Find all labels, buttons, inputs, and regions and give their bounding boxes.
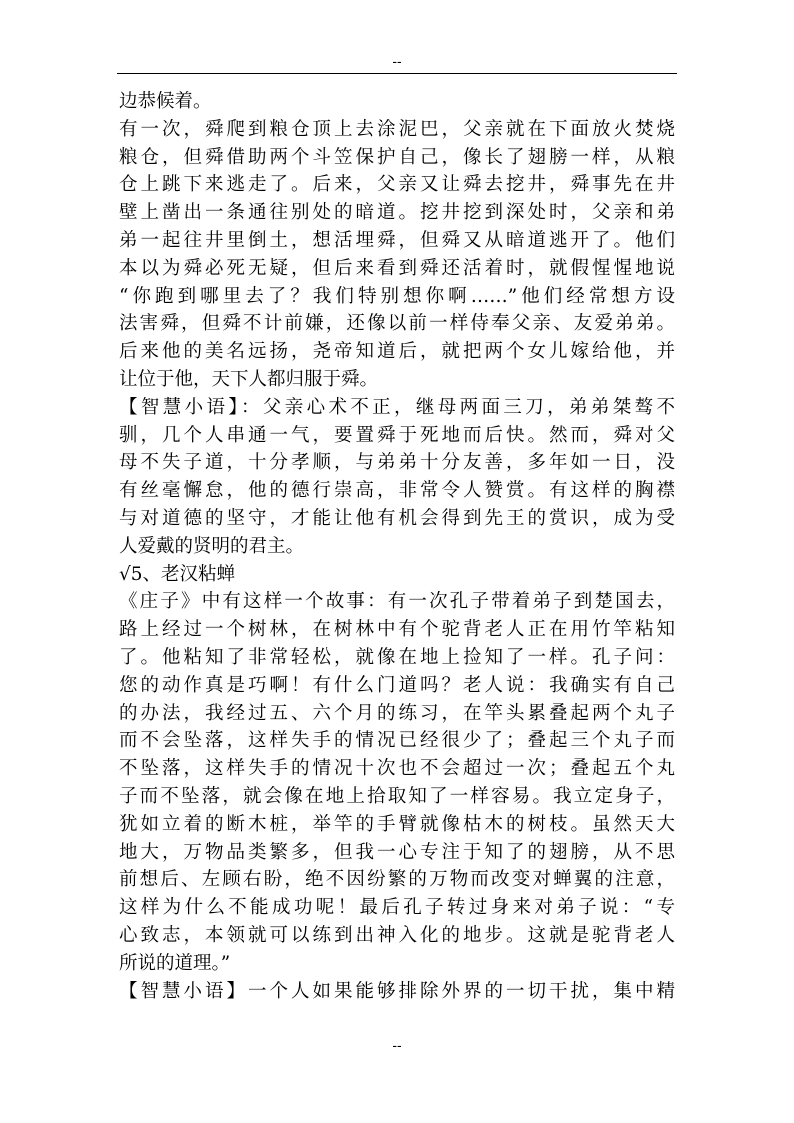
text-line: 而不会坠落，这样失手的情况已经很少了；叠起三个丸子而 <box>119 730 675 752</box>
text-line: 这样为什么不能成功呢！最后孔子转过身来对弟子说：“专 <box>119 897 675 919</box>
text-line: 有丝毫懈怠，他的德行崇高，非常令人赞赏。有这样的胸襟 <box>119 480 675 502</box>
text-line: 让位于他，天下人都归服于舜。 <box>119 368 379 390</box>
text-line: 您的动作真是巧啊！有什么门道吗？老人说：我确实有自己 <box>119 674 675 696</box>
text-line: 本以为舜必死无疑，但后来看到舜还活着时，就假惺惺地说 <box>119 257 675 279</box>
text-line: 法害舜，但舜不计前嫌，还像以前一样侍奉父亲、友爱弟弟。 <box>119 313 675 335</box>
text-line: 前想后、左顾右盼，绝不因纷繁的万物而改变对蝉翼的注意， <box>119 869 675 891</box>
text-line: 母不失子道，十分孝顺，与弟弟十分友善，多年如一日，没 <box>119 452 675 474</box>
text-line: 所说的道理。” <box>119 952 231 974</box>
page-header-mark: -- <box>392 53 402 69</box>
text-line: 后来他的美名远扬，尧帝知道后，就把两个女儿嫁给他，并 <box>119 341 675 363</box>
text-line: 弟一起往井里倒土，想活埋舜，但舜又从暗道逃开了。他们 <box>119 229 675 251</box>
text-line: 路上经过一个树林，在树林中有个驼背老人正在用竹竿粘知 <box>119 619 675 641</box>
text-line: 的办法，我经过五、六个月的练习，在竿头累叠起两个丸子 <box>119 702 675 724</box>
text-line: 人爱戴的贤明的君主。 <box>119 535 305 557</box>
document-body <box>119 88 675 1005</box>
section-heading: √5、老汉粘蝉 <box>119 563 236 585</box>
text-line: 心致志，本领就可以练到出神入化的地步。这就是驼背老人 <box>119 924 675 946</box>
text-line: 有一次，舜爬到粮仓顶上去涂泥巴，父亲就在下面放火焚烧 <box>119 118 675 140</box>
header-rule <box>117 73 677 74</box>
text-line: “你跑到哪里去了？我们特别想你啊……”他们经常想方设 <box>119 285 675 307</box>
text-line: 犹如立着的断木桩，举竿的手臂就像枯木的树枝。虽然天大 <box>119 813 675 835</box>
text-line: 《庄子》中有这样一个故事：有一次孔子带着弟子到楚国去， <box>119 591 675 613</box>
text-line: 地大，万物品类繁多，但我一心专注于知了的翅膀，从不思 <box>119 841 675 863</box>
text-line: 仓上跳下来逃走了。后来，父亲又让舜去挖井，舜事先在井 <box>119 174 675 196</box>
text-line: 壁上凿出一条通往别处的暗道。挖井挖到深处时，父亲和弟 <box>119 202 675 224</box>
text-line: 【智慧小语】：父亲心术不正，继母两面三刀，弟弟桀骜不 <box>119 396 675 418</box>
text-line: 驯，几个人串通一气，要置舜于死地而后快。然而，舜对父 <box>119 424 675 446</box>
text-line: 边恭候着。 <box>119 91 212 112</box>
text-line: 粮仓，但舜借助两个斗笠保护自己，像长了翅膀一样，从粮 <box>119 146 675 168</box>
text-line: 【智慧小语】一个人如果能够排除外界的一切干扰，集中精 <box>119 980 675 1002</box>
text-line: 了。他粘知了非常轻松，就像在地上捡知了一样。孔子问： <box>119 646 675 668</box>
text-line: 与对道德的坚守，才能让他有机会得到先王的赏识，成为受 <box>119 507 675 529</box>
text-line: 子而不坠落，就会像在地上拾取知了一样容易。我立定身子， <box>119 785 675 807</box>
text-line: 不坠落，这样失手的情况十次也不会超过一次；叠起五个丸 <box>119 758 675 780</box>
page-footer-mark: -- <box>392 1037 402 1053</box>
